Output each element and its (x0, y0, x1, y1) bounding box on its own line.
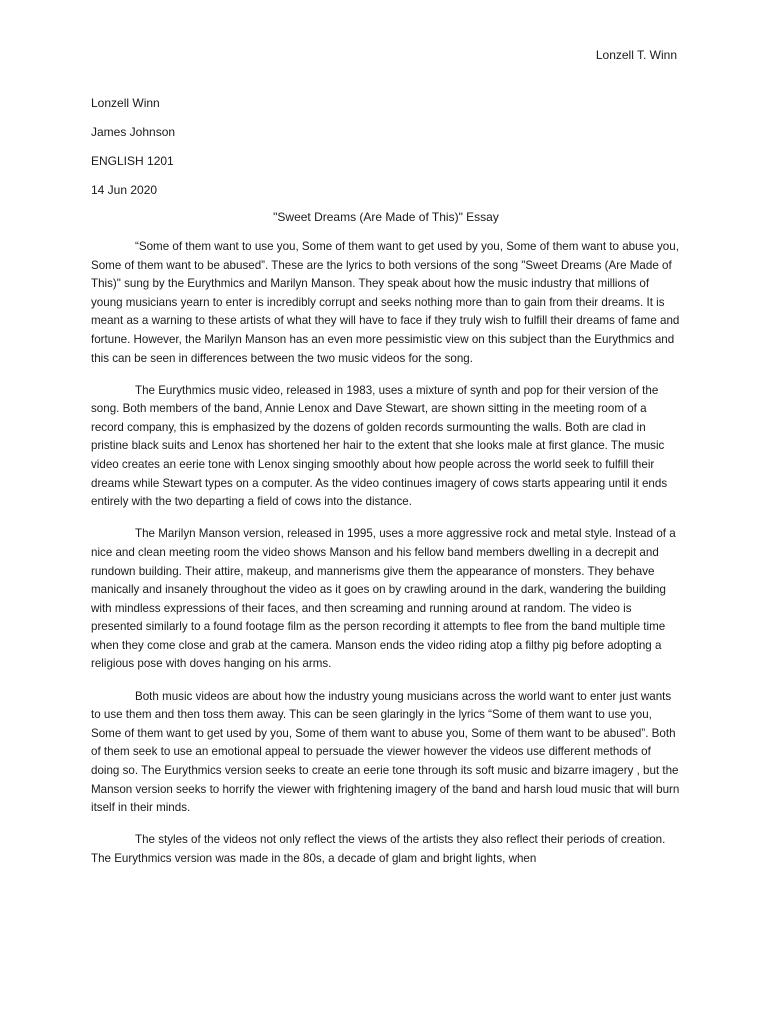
course-name: ENGLISH 1201 (91, 154, 174, 168)
paragraph: Both music videos are about how the industry young musicians across the world want to enter just wants to use them and then toss them away. This can be seen glaringly in the lyrics “Some of them want to use you, Some of them want to get used by you, Some of them want to abuse you, Some of them want to be abused”. Both of them seek to use an emotional appeal to persuade the viewer however the videos use different methods of doing so. The Eurythmics version seeks to create an eerie tone through its soft music and bizarre imagery , but the Manson version seeks to horrify the viewer with frightening imagery of the band and harsh loud music that will burn itself in their minds. (91, 689, 680, 815)
essay-date: 14 Jun 2020 (91, 183, 158, 197)
paragraph: The styles of the videos not only reflect the views of the artists they also reflect their periods of creation. The Eurythmics version was made in the 80s, a decade of glam and bright lights, when (91, 833, 666, 865)
mla-heading (91, 95, 681, 211)
essay-body (91, 238, 681, 882)
author-name: Lonzell Winn (91, 96, 160, 110)
paragraph: “Some of them want to use you, Some of them want to get used by you, Some of them want to abuse you, Some of them want to be abused”. These are the lyrics to both versions of the song "Sweet Dreams (Are Made of This)" sung by the Eurythmics and Marilyn Manson. They speak about how the music industry that millions of young musicians yearn to enter is incredibly corrupt and seeks nothing more than to gain from their dreams. It is meant as a warning to these artists of what they will have to face if they truly wish to fulfill their dreams of fame and fortune. However, the Marilyn Manson has an even more pessimistic view on this subject than the Eurythmics and this can be seen in differences between the two music videos for the song. (91, 240, 680, 365)
running-head: Lonzell T. Winn (595, 48, 677, 62)
paragraph: The Eurythmics music video, released in 1983, uses a mixture of synth and pop for their version of the song. Both members of the band, Annie Lenox and Dave Stewart, are shown sitting in the meeting room of a record company, this is emphasized by the dozens of golden records surmounting the walls. Both are clad in pristine black suits and Lenox has shortened her hair to the extent that she looks male at first glance. The music video creates an eerie tone with Lenox singing smoothly about how people across the world seek to fulfill their dreams while Stewart types on a computer. As the video continues imagery of cows starts appearing until it ends entirely with the two departing a field of cows into the distance. (91, 383, 668, 509)
essay-title: "Sweet Dreams (Are Made of This)" Essay (273, 210, 499, 224)
paragraph: The Marilyn Manson version, released in 1995, uses a more aggressive rock and metal style. Instead of a nice and clean meeting room the video shows Manson and his fellow band members dwelling in a decrepit and rundown building. Their attire, makeup, and mannerisms give them the appearance of monsters. They behave manically and insanely throughout the video as it goes on by crawling around in the dark, wandering the building with mindless expressions of their faces, and then screaming and running around at random. The video is presented similarly to a found footage film as the person recording it attempts to flee from the band multiple time when they come close and grab at the camera. Manson ends the video riding atop a filthy pig before adopting a religious pose with doves hanging on his arms. (91, 527, 676, 671)
instructor-name: James Johnson (91, 125, 176, 139)
